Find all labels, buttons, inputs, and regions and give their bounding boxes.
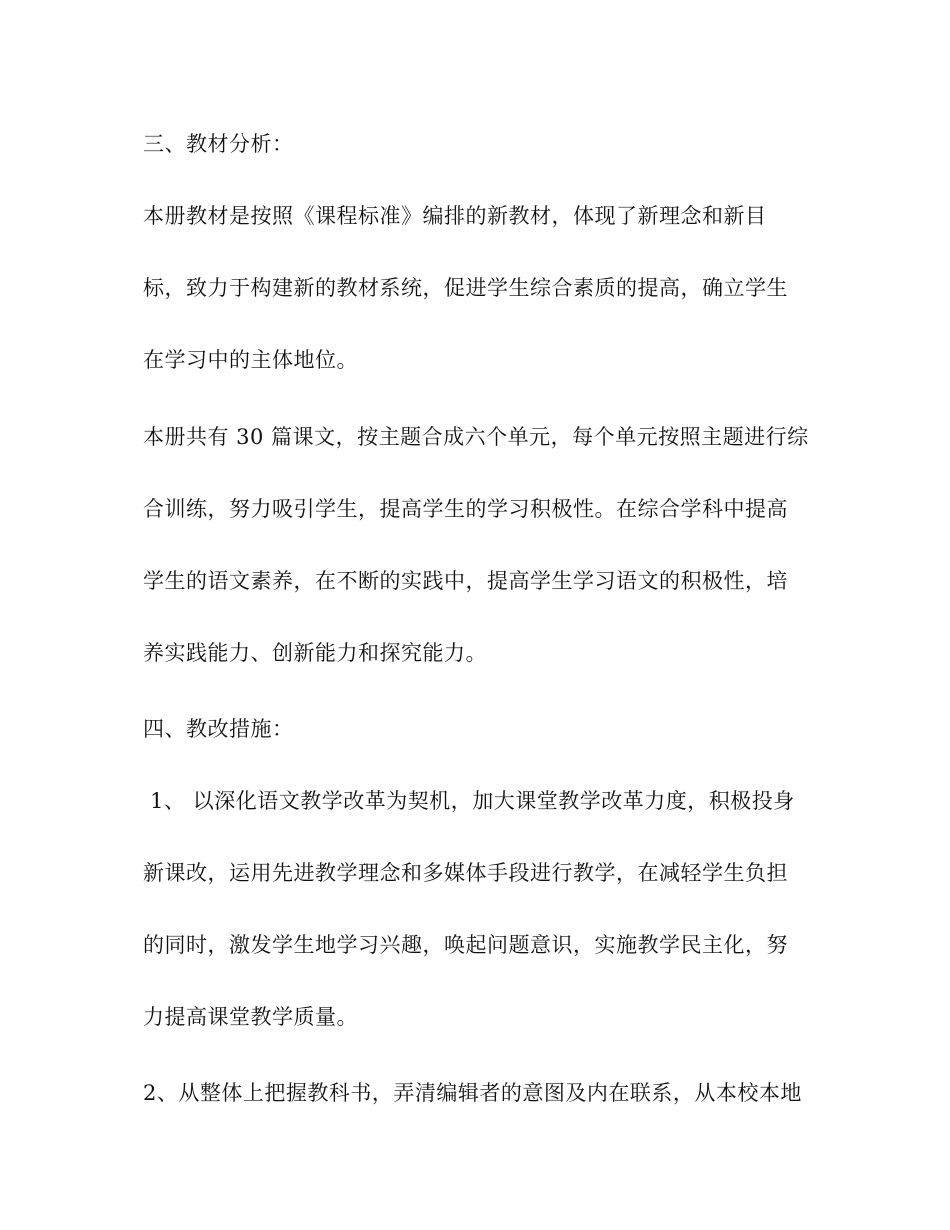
- paragraph-line: 在学习中的主体地位。: [143, 348, 358, 372]
- paragraph-line: 合训练，努力吸引学生，提高学生的学习积极性。在综合学科中提高: [143, 497, 788, 521]
- paragraph-line: 标，致力于构建新的教材系统，促进学生综合素质的提高，确立学生: [143, 276, 788, 300]
- list-item-line: 2、从整体上把握教科书，弄清编辑者的意图及内在联系，从本校本地: [143, 1081, 802, 1105]
- section-heading-reform-measures: 四、教改措施：: [143, 717, 294, 741]
- section-heading-textbook-analysis: 三、教材分析：: [143, 132, 294, 156]
- paragraph-line: 本册教材是按照《课程标准》编排的新教材，体现了新理念和新目: [143, 204, 767, 228]
- paragraph-line: 本册共有 30 篇课文，按主题合成六个单元，每个单元按照主题进行综: [143, 425, 809, 449]
- list-item-line: 1、 以深化语文教学改革为契机，加大课堂教学改革力度，积极投身: [143, 789, 795, 813]
- list-item-line: 的同时，激发学生地学习兴趣，唤起问题意识，实施教学民主化，努: [143, 933, 788, 957]
- list-item-line: 力提高课堂教学质量。: [143, 1005, 358, 1029]
- paragraph-line: 学生的语文素养，在不断的实践中，提高学生学习语文的积极性，培: [143, 569, 788, 593]
- paragraph-line: 养实践能力、创新能力和探究能力。: [143, 641, 487, 665]
- list-item-line: 新课改，运用先进教学理念和多媒体手段进行教学，在减轻学生负担: [143, 861, 788, 885]
